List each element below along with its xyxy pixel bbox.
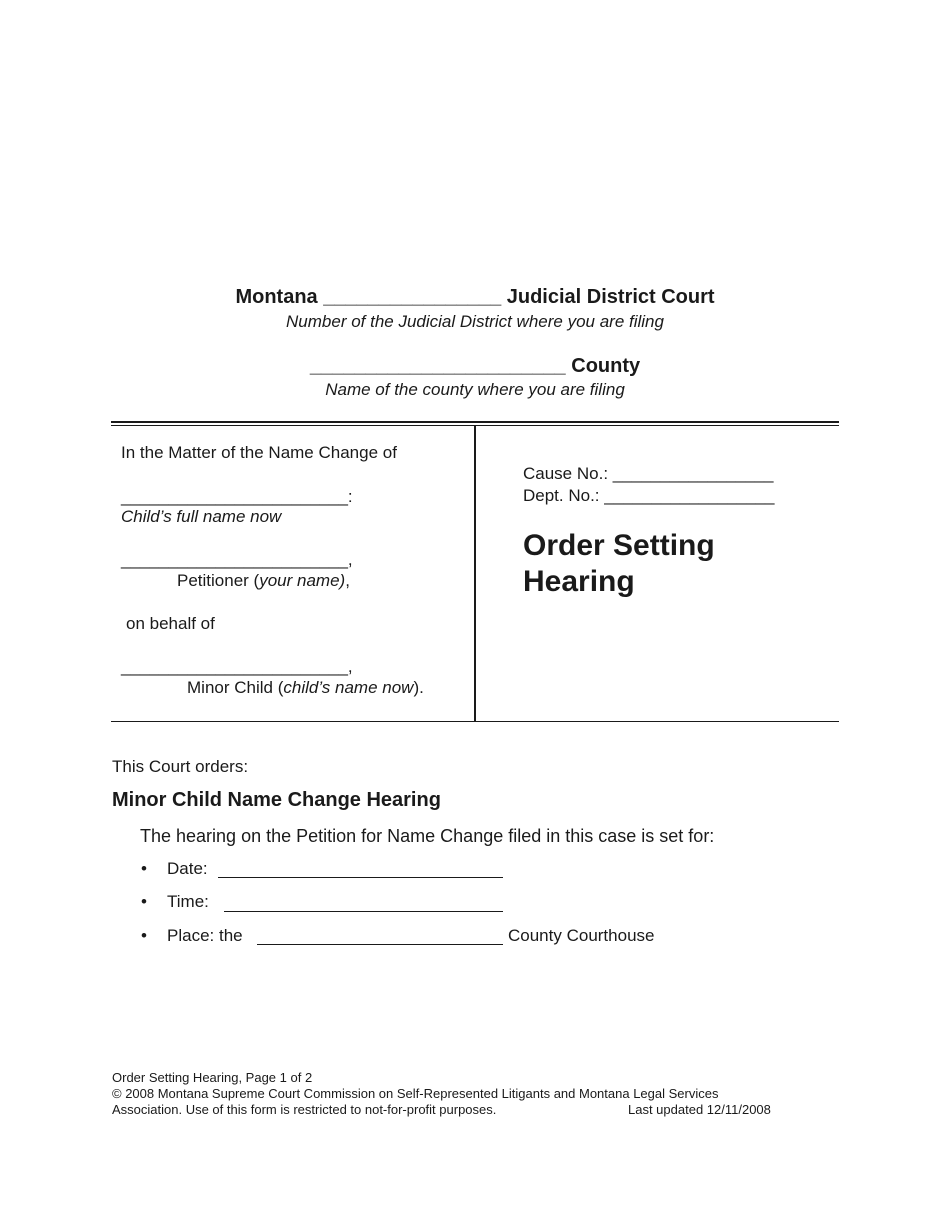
court-prefix: Montana	[235, 286, 318, 308]
minor-child-label-text: Minor Child (	[187, 678, 284, 697]
county-hint: Name of the county where you are filing	[325, 380, 625, 399]
footer-copyright-line2: Association. Use of this form is restricted to not-for-profit purposes.	[112, 1102, 497, 1117]
caption-top-rule-1	[111, 421, 839, 423]
cause-number-field[interactable]: Cause No.: _________________	[523, 464, 774, 483]
bullet-date: •	[141, 859, 147, 878]
petitioner-comma: ,	[347, 550, 353, 569]
bullet-time: •	[141, 892, 147, 911]
time-label: Time:	[167, 892, 209, 911]
section-heading: Minor Child Name Change Hearing	[112, 789, 441, 811]
date-field[interactable]	[218, 877, 503, 878]
matter-label: In the Matter of the Name Change of	[121, 443, 397, 462]
county-title	[0, 355, 950, 378]
place-county-field[interactable]	[257, 944, 503, 945]
county-name-field[interactable]: _______________________	[309, 355, 566, 377]
child-name-line[interactable]: ________________________	[121, 487, 348, 506]
petitioner-hint: your name)	[259, 571, 346, 590]
document-title-line2: Hearing	[523, 565, 635, 598]
place-suffix: County Courthouse	[508, 926, 655, 945]
petitioner-label-end: ,	[345, 571, 350, 590]
time-field[interactable]	[224, 911, 503, 912]
child-name-field[interactable]	[121, 487, 353, 507]
petitioner-line[interactable]: ________________________	[121, 550, 348, 569]
petitioner-field[interactable]	[121, 550, 353, 570]
district-hint: Number of the Judicial District where you are filing	[286, 312, 664, 331]
petitioner-label-text: Petitioner (	[177, 571, 260, 590]
date-label: Date:	[167, 859, 208, 878]
minor-child-line[interactable]: ________________________	[121, 657, 348, 676]
footer-page: Order Setting Hearing, Page 1 of 2	[112, 1070, 313, 1085]
hearing-intro: The hearing on the Petition for Name Change filed in this case is set for:	[140, 826, 715, 846]
footer-copyright-line1: © 2008 Montana Supreme Court Commission on Self-Represented Litigants and Montana Legal Services	[112, 1086, 719, 1101]
minor-child-hint: child’s name now	[283, 678, 414, 697]
child-name-hint: Child’s full name now	[121, 507, 282, 526]
bullet-place: •	[141, 926, 147, 945]
footer-last-updated: Last updated 12/11/2008	[628, 1102, 771, 1117]
dept-number-field[interactable]: Dept. No.: __________________	[523, 486, 775, 505]
minor-child-label-end: ).	[413, 678, 424, 697]
minor-child-comma: ,	[347, 657, 353, 676]
county-suffix: County	[571, 355, 641, 377]
behalf-label: on behalf of	[126, 614, 215, 633]
child-name-colon: :	[347, 487, 353, 506]
document-title-line1: Order Setting	[523, 529, 715, 562]
district-number-field[interactable]: ________________	[323, 286, 502, 308]
place-label: Place: the	[167, 926, 243, 945]
minor-child-field[interactable]	[121, 657, 353, 677]
court-orders-label: This Court orders:	[112, 757, 249, 776]
court-title	[0, 286, 950, 309]
court-suffix: Judicial District Court	[506, 286, 715, 308]
caption-bottom-rule	[111, 721, 839, 722]
petitioner-label	[177, 571, 350, 591]
minor-child-label	[187, 678, 424, 698]
caption-divider	[474, 425, 476, 722]
